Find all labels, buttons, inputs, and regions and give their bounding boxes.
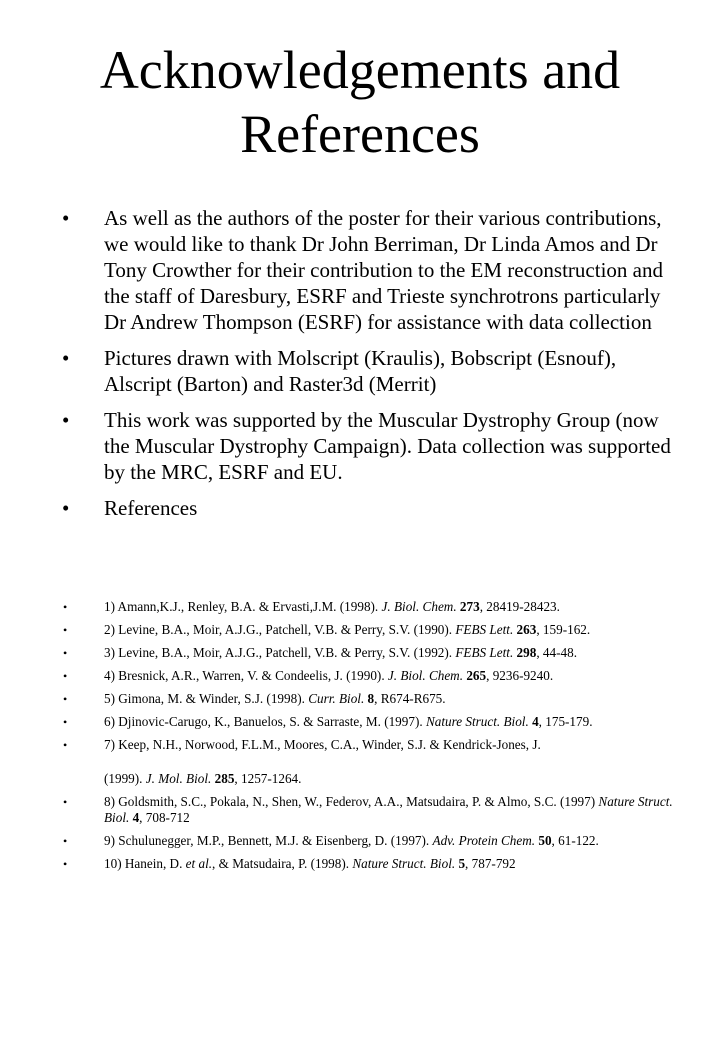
bullet-icon: • xyxy=(63,834,68,848)
bullet-icon: • xyxy=(63,600,68,614)
bullet-icon: • xyxy=(63,715,68,729)
reference-item xyxy=(60,691,680,707)
bullet-text: As well as the authors of the poster for their various contributions, we would like to thank Dr John Berriman, Dr Linda Amos and Dr Tony Crowther for their contribution to the EM reconstruction and the staff of Daresbury, ESRF and Trieste synchrotrons particularly Dr Andrew Thompson (ESRF) for assistance with data collection xyxy=(104,206,663,334)
references-heading: References xyxy=(104,496,198,520)
list-item xyxy=(60,345,680,397)
reference-text: 3) Levine, B.A., Moir, A.J.G., Patchell, V.B. & Perry, S.V. (1992). FEBS Lett. 298, 44-48. xyxy=(104,645,577,660)
list-item xyxy=(60,205,680,335)
reference-text: 2) Levine, B.A., Moir, A.J.G., Patchell, V.B. & Perry, S.V. (1990). FEBS Lett. 263, 159-162. xyxy=(104,622,591,637)
reference-item xyxy=(60,622,680,638)
bullet-icon: • xyxy=(63,692,68,706)
bullet-text: Pictures drawn with Molscript (Kraulis), Bobscript (Esnouf), Alscript (Barton) and Raster3d (Merrit) xyxy=(104,346,617,396)
acknowledgement-list xyxy=(60,205,680,531)
title-line-1: Acknowledgements and xyxy=(99,40,621,100)
reference-text: 7) Keep, N.H., Norwood, F.L.M., Moores, C.A., Winder, S.J. & Kendrick-Jones, J. (1999). J. Mol. Biol. 285, 1257-1264. xyxy=(104,737,541,786)
reference-item xyxy=(60,714,680,730)
reference-text: 9) Schulunegger, M.P., Bennett, M.J. & Eisenberg, D. (1997). Adv. Protein Chem. 50, 61-122. xyxy=(104,833,599,848)
bullet-text: This work was supported by the Muscular Dystrophy Group (now the Muscular Dystrophy Campaign). Data collection was supported by the MRC, ESRF and EU. xyxy=(104,408,671,484)
bullet-icon: • xyxy=(62,496,70,520)
bullet-icon: • xyxy=(62,346,70,370)
bullet-icon: • xyxy=(63,857,68,871)
bullet-icon: • xyxy=(63,646,68,660)
reference-item xyxy=(60,599,680,615)
reference-text: 6) Djinovic-Carugo, K., Banuelos, S. & Sarraste, M. (1997). Nature Struct. Biol. 4, 175-179. xyxy=(104,714,593,729)
bullet-icon: • xyxy=(63,795,68,809)
title-line-2: References xyxy=(240,104,480,164)
reference-text: 1) Amann,K.J., Renley, B.A. & Ervasti,J.M. (1998). J. Biol. Chem. 273, 28419-28423. xyxy=(104,599,560,614)
bullet-icon: • xyxy=(63,738,68,752)
reference-item xyxy=(60,737,680,787)
bullet-icon: • xyxy=(63,623,68,637)
page-title xyxy=(40,38,680,166)
reference-list xyxy=(60,599,680,879)
reference-item xyxy=(60,645,680,661)
reference-item xyxy=(60,856,680,872)
bullet-icon: • xyxy=(62,206,70,230)
list-item xyxy=(60,407,680,485)
reference-item xyxy=(60,833,680,849)
reference-item xyxy=(60,794,680,826)
list-item xyxy=(60,495,680,521)
reference-text: 8) Goldsmith, S.C., Pokala, N., Shen, W., Federov, A.A., Matsudaira, P. & Almo, S.C. (1997) Nature Struct. Biol. 4, 708-712 xyxy=(104,794,673,825)
reference-text: 10) Hanein, D. et al., & Matsudaira, P. (1998). Nature Struct. Biol. 5, 787-792 xyxy=(104,856,516,871)
bullet-icon: • xyxy=(62,408,70,432)
reference-text: 4) Bresnick, A.R., Warren, V. & Condeelis, J. (1990). J. Biol. Chem. 265, 9236-9240. xyxy=(104,668,554,683)
bullet-icon: • xyxy=(63,669,68,683)
reference-text: 5) Gimona, M. & Winder, S.J. (1998). Curr. Biol. 8, R674-R675. xyxy=(104,691,446,706)
reference-item xyxy=(60,668,680,684)
